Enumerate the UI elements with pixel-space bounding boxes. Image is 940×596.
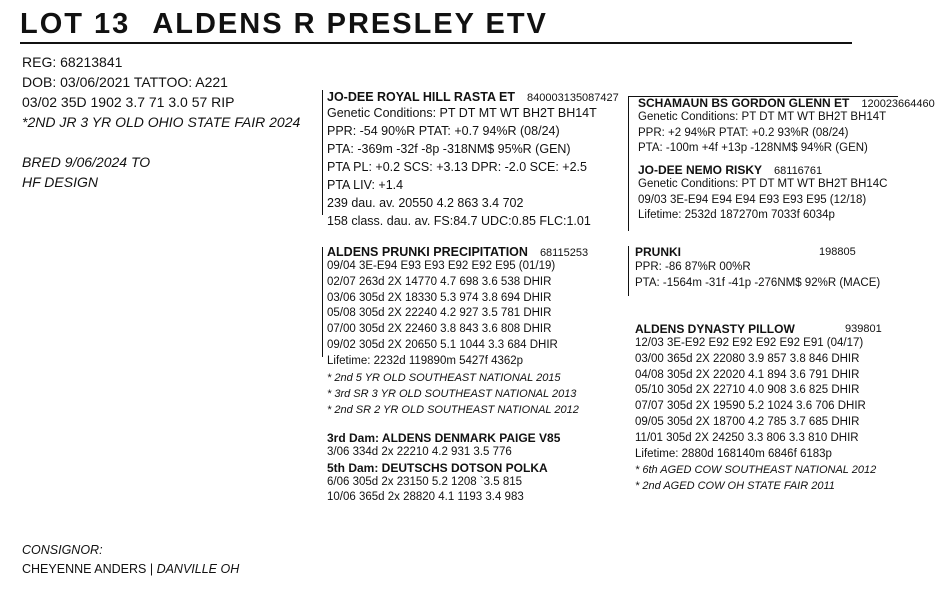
dam-dam-line: 05/10 305d 2X 22710 4.0 908 3.6 825 DHIR [635, 384, 860, 397]
dam-note: * 2nd 5 YR OLD SOUTHEAST NATIONAL 2015 [327, 371, 561, 384]
consignor-info [22, 562, 239, 576]
sire-header [327, 90, 619, 104]
dam-sire-id: 198805 [819, 246, 856, 258]
sire-dam-name: JO-DEE NEMO RISKY [638, 163, 763, 177]
dam-dam-name: ALDENS DYNASTY PILLOW [635, 322, 795, 336]
dam-dam-line: 04/08 305d 2X 22020 4.1 894 3.6 791 DHIR [635, 368, 860, 381]
sire-sire-line: PTA: -100m +4f +13p -128NM$ 94%R (GEN) [638, 142, 868, 154]
sire-dam-line: Lifetime: 2532d 187270m 7033f 6034p [638, 209, 835, 221]
sire-dam-id: 68116761 [774, 165, 823, 177]
sire-dam-details [638, 177, 887, 224]
dam-details [327, 259, 588, 370]
dam-sire-line: PPR: -86 87%R 00%R [635, 261, 751, 273]
sire-block [327, 90, 619, 230]
sire-details [327, 104, 619, 230]
reg-number: REG: 68213841 [22, 54, 123, 70]
dam-id: 68115253 [539, 247, 589, 259]
dam-note: * 2nd SR 2 YR OLD SOUTHEAST NATIONAL 2012 [327, 403, 579, 416]
dam-dam-details [635, 336, 876, 462]
sire-sire-line: Genetic Conditions: PT DT MT WT BH2T BH14T [638, 111, 887, 123]
dam-line: Lifetime: 2232d 119890m 5427f 4362p [327, 354, 524, 367]
animal-info [22, 52, 300, 132]
breeding-info [22, 152, 150, 192]
sire-dam-header [638, 163, 887, 177]
dam-note: * 3rd SR 3 YR OLD SOUTHEAST NATIONAL 2013 [327, 387, 577, 400]
dam-dam-notes [635, 462, 876, 494]
sire-sire-bracket [628, 96, 629, 231]
dam-name: ALDENS PRUNKI PRECIPITATION [327, 245, 528, 259]
lot-number: LOT 13 [20, 8, 131, 40]
sire-line: PPR: -54 90%R PTAT: +0.7 94%R (08/24) [327, 124, 560, 138]
dam-line: 05/08 305d 2X 22240 4.2 927 3.5 781 DHIR [327, 307, 552, 320]
sire-dam-block [638, 163, 887, 224]
dam-header [327, 245, 588, 259]
sire-line: PTA PL: +0.2 SCS: +3.13 DPR: -2.0 SCE: +2.5 [327, 160, 587, 174]
sire-line: Genetic Conditions: PT DT MT WT BH2T BH14T [327, 106, 597, 120]
dam-dam-block [635, 322, 876, 494]
sire-bracket [322, 90, 323, 215]
lot-title [20, 8, 548, 41]
consignor-location: DANVILLE OH [156, 562, 240, 576]
fifth-dam-record: 10/06 365d 2x 28820 4.1 1193 3.4 983 [327, 491, 524, 503]
fifth-dam-label: 5th Dam: DEUTSCHS DOTSON POLKA [327, 460, 548, 475]
dam-dam-header [635, 322, 876, 336]
extended-pedigree [327, 431, 560, 506]
dam-line: 09/04 3E-E94 E93 E93 E92 E92 E95 (01/19) [327, 260, 556, 272]
dob-tattoo: DOB: 03/06/2021 TATTOO: A221 [22, 74, 228, 90]
title-underline [20, 42, 852, 44]
consignor-separator: | [149, 562, 154, 576]
sire-line: 239 dau. av. 20550 4.2 863 3.4 702 [327, 196, 524, 210]
sire-line: PTA: -369m -32f -8p -318NM$ 95%R (GEN) [327, 142, 571, 156]
dam-dam-line: 07/07 305d 2X 19590 5.2 1024 3.6 706 DHIR [635, 400, 866, 413]
sire-sire-header [638, 96, 935, 110]
dam-sire-details [635, 259, 880, 291]
dam-line: 03/06 305d 2X 18330 5.3 974 3.8 694 DHIR [327, 291, 552, 304]
sire-dam-line: Genetic Conditions: PT DT MT WT BH2T BH14C [638, 178, 888, 190]
sire-sire-line: PPR: +2 94%R PTAT: +0.2 93%R (08/24) [638, 126, 849, 139]
animal-name: ALDENS R PRESLEY ETV [152, 8, 548, 40]
dam-sire-line: PTA: -1564m -31f -41p -276NM$ 92%R (MACE) [635, 277, 881, 289]
bred-sire: HF DESIGN [22, 174, 98, 190]
dam-block [327, 245, 588, 418]
sire-sire-name: SCHAMAUN BS GORDON GLENN ET [638, 96, 850, 110]
sire-sire-id: 120023664460 [861, 98, 935, 110]
dam-sire-bracket [628, 246, 629, 296]
sire-sire-block [638, 96, 935, 157]
dam-dam-note: * 2nd AGED COW OH STATE FAIR 2011 [635, 480, 835, 493]
third-dam-record: 3/06 334d 2x 22210 4.2 931 3.5 776 [327, 446, 512, 458]
third-dam-label: 3rd Dam: ALDENS DENMARK PAIGE V85 [327, 431, 561, 445]
consignor-name: CHEYENNE ANDERS [22, 562, 147, 576]
dam-dam-note: * 6th AGED COW SOUTHEAST NATIONAL 2012 [635, 464, 877, 477]
dam-dam-line: 12/03 3E-E92 E92 E92 E92 E92 E91 (04/17) [635, 337, 864, 349]
dam-dam-line: 03/00 365d 2X 22080 3.9 857 3.8 846 DHIR [635, 352, 860, 365]
dam-line: 07/00 305d 2X 22460 3.8 843 3.6 808 DHIR [327, 323, 552, 336]
fifth-dam-record: 6/06 305d 2x 23150 5.2 1208 `3.5 815 [327, 475, 523, 488]
dam-sire-name: PRUNKI [635, 245, 682, 259]
dam-dam-line: 11/01 305d 2X 24250 3.3 806 3.3 810 DHIR [635, 431, 859, 444]
dam-bracket [322, 247, 323, 357]
bred-date: BRED 9/06/2024 TO [22, 154, 151, 170]
sire-sire-details [638, 110, 935, 157]
sire-line: PTA LIV: +1.4 [327, 178, 404, 192]
production-record: 03/02 35D 1902 3.7 71 3.0 57 RIP [22, 94, 235, 110]
dam-notes [327, 370, 588, 418]
sire-id: 840003135087427 [527, 92, 619, 104]
dam-dam-id: 939801 [845, 323, 882, 335]
sire-line: 158 class. dau. av. FS:84.7 UDC:0.85 FLC:1.01 [327, 214, 591, 228]
sire-name: JO-DEE ROYAL HILL RASTA ET [327, 90, 515, 104]
dam-line: 09/02 305d 2X 20650 5.1 1044 3.3 684 DHIR [327, 338, 558, 351]
consignor-label: CONSIGNOR: [22, 543, 103, 557]
dam-line: 02/07 263d 2X 14770 4.7 698 3.6 538 DHIR [327, 275, 552, 288]
dam-dam-line: 09/05 305d 2X 18700 4.2 785 3.7 685 DHIR [635, 415, 860, 428]
sire-dam-line: 09/03 3E-E94 E94 E94 E93 E93 E95 (12/18) [638, 193, 867, 206]
dam-dam-line: Lifetime: 2880d 168140m 6846f 6183p [635, 447, 832, 460]
show-award: *2ND JR 3 YR OLD OHIO STATE FAIR 2024 [22, 114, 301, 130]
